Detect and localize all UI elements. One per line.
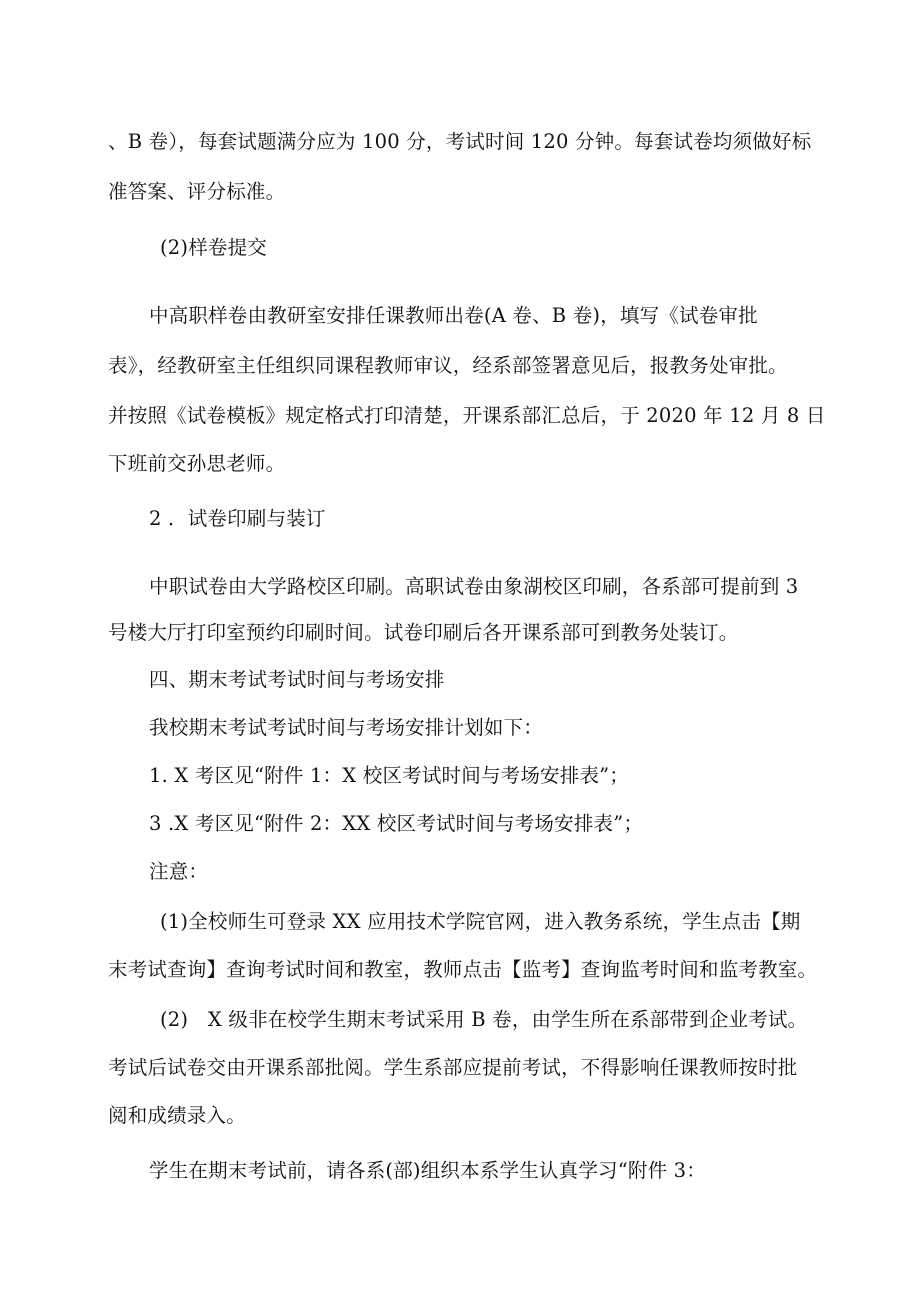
- text-line-notice-1b: 末考试查询】查询考试时间和教室，教师点击【监考】查询监考时间和监考教室。: [108, 958, 818, 981]
- text-line-notice-2a: (2) X 级非在校学生期末考试采用 B 卷，由学生所在系部带到企业考试。: [160, 1008, 808, 1031]
- text-line-study-appendix: 学生在期末考试前，请各系(部)组织本系学生认真学习“附件 3：: [149, 1159, 706, 1182]
- text-line-arrangement-intro: 我校期末考试考试时间与考场安排计划如下：: [149, 716, 544, 739]
- text-line-sample-paper-4: 下班前交孙思老师。: [108, 452, 286, 475]
- list-item-exam-area-1: 1. X 考区见“附件 1：X 校区考试时间与考场安排表”；: [149, 764, 630, 787]
- text-line-notice-2b: 考试后试卷交由开课系部批阅。学生系部应提前考试，不得影响任课教师按时批: [108, 1056, 798, 1079]
- text-line-printing-2: 号楼大厅打印室预约印刷时间。试卷印刷后各开课系部可到教务处装订。: [108, 621, 739, 644]
- heading-printing-and-binding: 2 ．试卷印刷与装订: [149, 507, 326, 530]
- heading-section-four: 四、期末考试考试时间与考场安排: [149, 668, 445, 691]
- text-line-sample-paper-2: 表》，经教研室主任组织同课程教师审议，经系部签署意见后，报教务处审批。: [108, 354, 788, 377]
- text-line-standard-answers: 准答案、评分标准。: [108, 180, 286, 203]
- text-line-notice-1a: (1)全校师生可登录 XX 应用技术学院官网，进入教务系统，学生点击【期: [160, 910, 801, 933]
- text-line-sample-paper-1: 中高职样卷由教研室安排任课教师出卷(A 卷、B 卷)，填写《试卷审批: [149, 304, 758, 327]
- heading-sample-paper-submission: (2)样卷提交: [160, 236, 268, 259]
- text-line-sample-paper-3: 并按照《试卷模板》规定格式打印清楚，开课系部汇总后，于 2020 年 12 月 8 日: [108, 404, 826, 427]
- list-item-exam-area-2: 3 .X 考区见“附件 2：XX 校区考试时间与考场安排表”；: [149, 812, 644, 835]
- text-line-notice-2c: 阅和成绩录入。: [108, 1104, 246, 1127]
- text-line-printing-1: 中职试卷由大学路校区印刷。高职试卷由象湖校区印刷，各系部可提前到 3: [149, 575, 799, 598]
- text-line-exam-paper-requirements: 、B 卷），每套试题满分应为 100 分，考试时间 120 分钟。每套试卷均须做好标: [108, 130, 812, 153]
- heading-notice: 注意：: [149, 860, 209, 883]
